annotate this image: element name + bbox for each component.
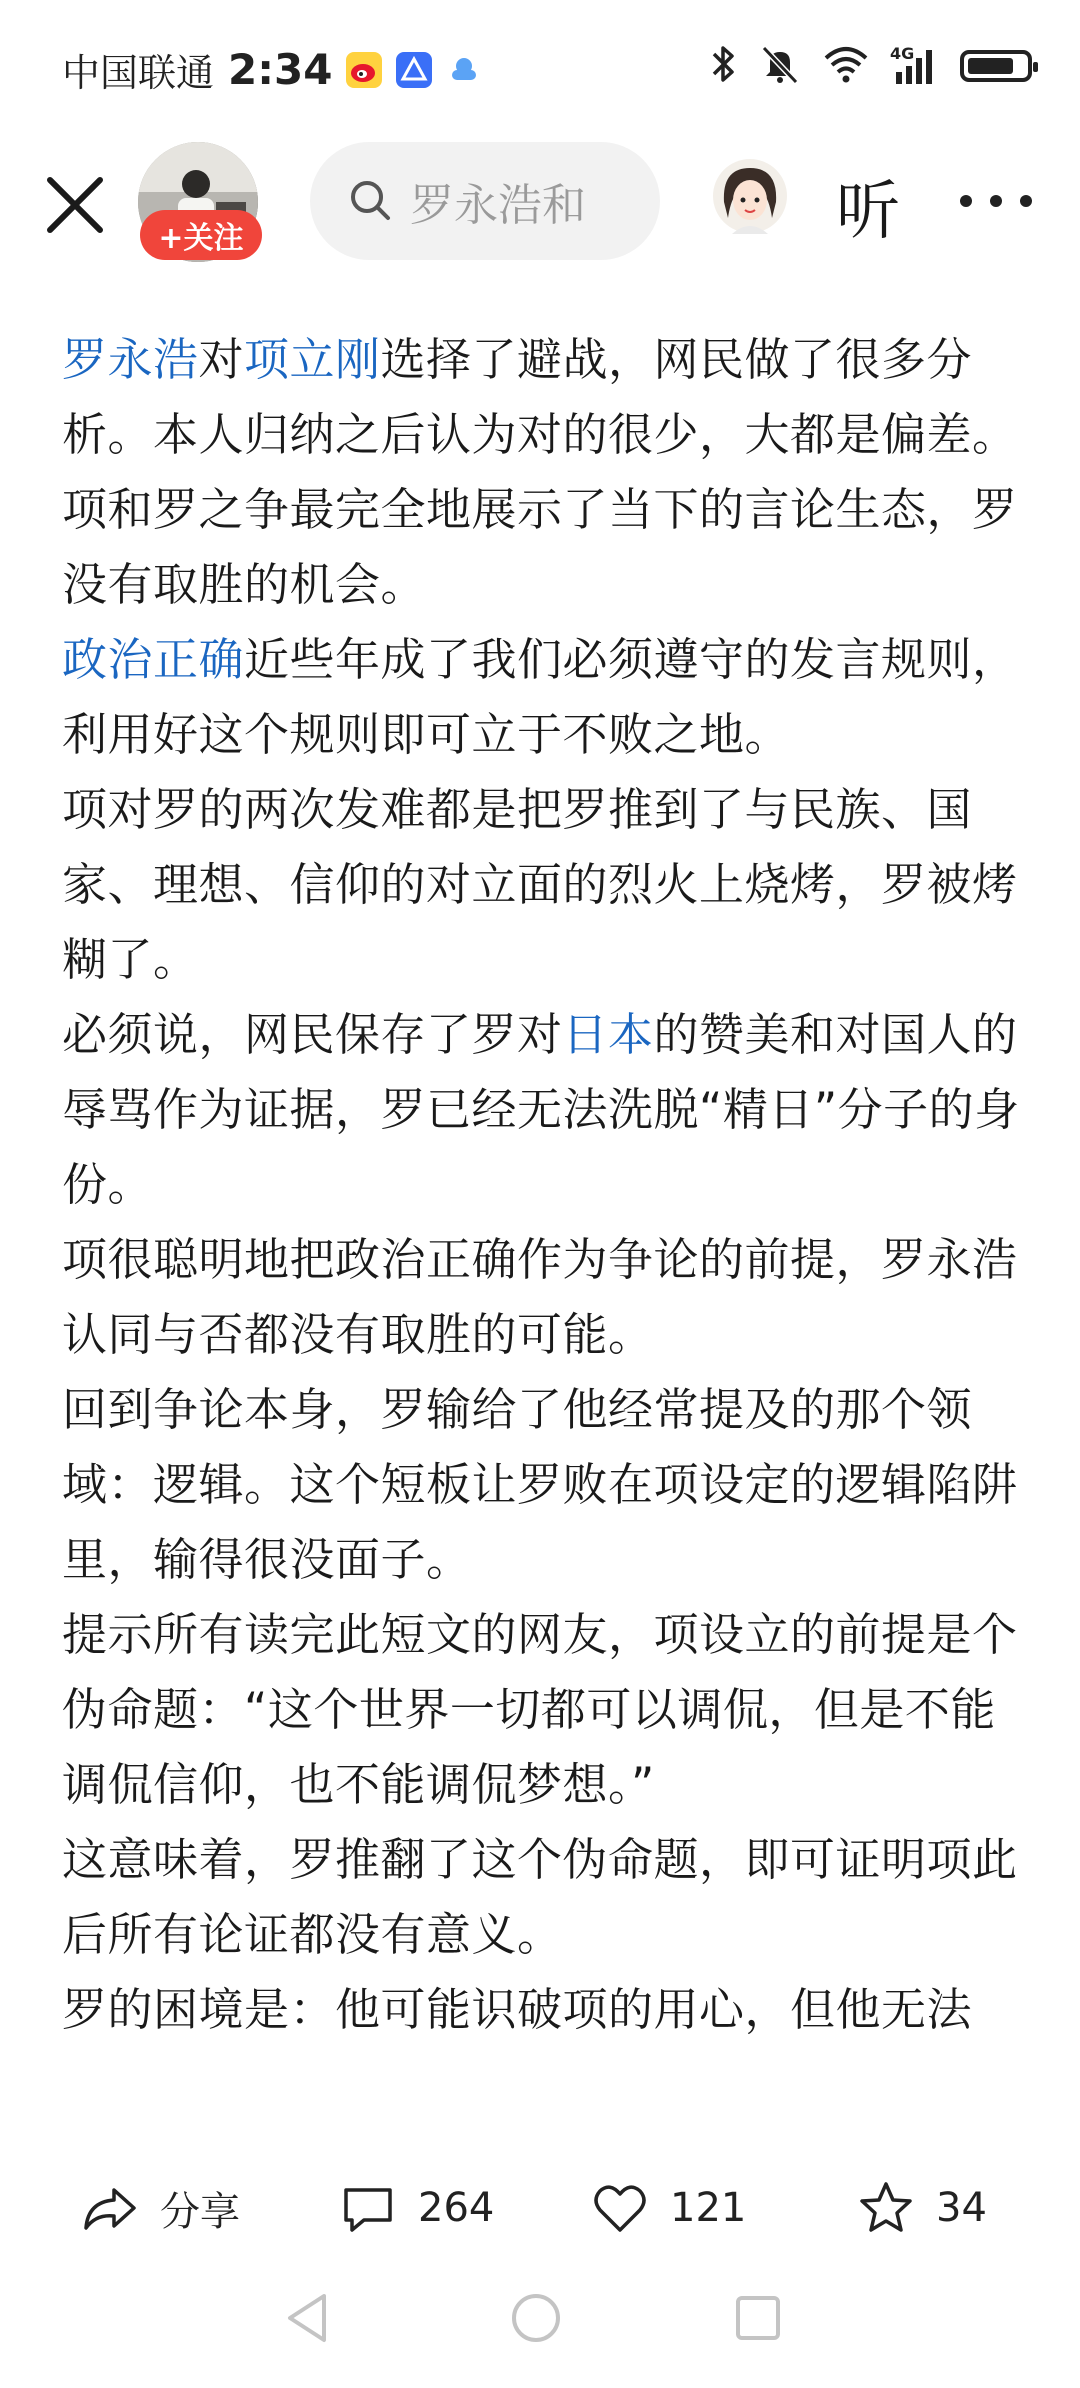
more-dot-icon xyxy=(1020,195,1032,207)
article-text: 对 xyxy=(198,333,245,386)
carrier-label: 中国联通 xyxy=(62,51,215,95)
status-right xyxy=(708,42,1032,90)
article-body xyxy=(62,322,1028,2047)
favorite-button[interactable] xyxy=(856,2178,987,2238)
home-circle-icon xyxy=(508,2290,564,2346)
back-triangle-icon xyxy=(282,2290,332,2346)
article-paragraph xyxy=(62,322,1028,472)
status-left xyxy=(62,42,482,97)
share-icon xyxy=(80,2178,140,2238)
article-paragraph xyxy=(62,472,1028,622)
battery-icon xyxy=(960,50,1032,82)
article-paragraph xyxy=(62,772,1028,997)
article-text: 罗的困境是：他可能识破项的用心，但他无法 xyxy=(62,1983,973,2036)
search-icon xyxy=(346,176,396,226)
article-text: 的赞美和对国人的辱骂作为证据，罗已经无法洗脱“精日”分子的身份。 xyxy=(62,1008,1020,1211)
article-text: 项很聪明地把政治正确作为争论的前提，罗永浩认同与否都没有取胜的可能。 xyxy=(62,1233,1018,1361)
favorite-count: 34 xyxy=(936,2185,987,2231)
app-notification-icon xyxy=(396,52,432,88)
top-nav xyxy=(0,130,1080,270)
system-home-button[interactable] xyxy=(508,2290,564,2350)
more-options-button[interactable] xyxy=(960,186,1070,216)
system-navigation-bar xyxy=(0,2290,1080,2388)
topic-link[interactable]: 项立刚 xyxy=(244,333,381,386)
topic-link[interactable]: 日本 xyxy=(562,1008,654,1061)
weibo-app-icon xyxy=(346,52,382,88)
mute-bell-icon xyxy=(758,42,802,90)
article-text: 项对罗的两次发难都是把罗推到了与民族、国家、理想、信仰的对立面的烈火上烧烤，罗被烤糊了。 xyxy=(62,783,1018,986)
search-placeholder: 罗永浩和 xyxy=(410,180,586,231)
article-text: 项和罗之争最完全地展示了当下的言论生态，罗没有取胜的机会。 xyxy=(62,483,1018,611)
share-button[interactable] xyxy=(80,2178,240,2238)
bluetooth-icon xyxy=(708,42,738,90)
article-text: 这意味着，罗推翻了这个伪命题，即可证明项此后所有论证都没有意义。 xyxy=(62,1833,1018,1961)
system-back-button[interactable] xyxy=(282,2290,332,2350)
more-dot-icon xyxy=(990,195,1002,207)
heart-icon xyxy=(590,2178,650,2238)
more-dot-icon xyxy=(960,195,972,207)
follow-button[interactable]: +关注 xyxy=(140,210,262,260)
action-bar xyxy=(0,2150,1080,2260)
network-type-label: 4G xyxy=(890,44,915,63)
share-label: 分享 xyxy=(160,2188,240,2235)
article-text: 近些年成了我们必须遵守的发言规则，利用好这个规则即可立于不败之地。 xyxy=(62,633,1018,761)
wifi-icon xyxy=(822,44,870,88)
article-paragraph xyxy=(62,1597,1028,1822)
topic-link[interactable]: 政治正确 xyxy=(62,633,245,686)
comment-button[interactable] xyxy=(338,2178,494,2238)
article-text: 必须说，网民保存了罗对 xyxy=(62,1008,563,1061)
status-bar xyxy=(0,0,1080,130)
article-paragraph xyxy=(62,1372,1028,1597)
system-recents-button[interactable] xyxy=(730,2290,786,2350)
comment-icon xyxy=(338,2178,398,2238)
article-paragraph xyxy=(62,622,1028,772)
search-box[interactable] xyxy=(310,142,660,260)
recents-square-icon xyxy=(730,2290,786,2346)
cellular-signal-icon xyxy=(890,44,940,88)
article-text: 回到争论本身，罗输给了他经常提及的那个领域：逻辑。这个短板让罗败在项设定的逻辑陷阱里，输得很没面子。 xyxy=(62,1383,1018,1586)
article-paragraph xyxy=(62,1222,1028,1372)
star-icon xyxy=(856,2178,916,2238)
close-icon xyxy=(40,170,110,240)
clock: 2:34 xyxy=(228,45,333,94)
topic-link[interactable]: 罗永浩 xyxy=(62,333,199,386)
listen-button[interactable]: 听 xyxy=(836,175,900,249)
article-paragraph xyxy=(62,997,1028,1222)
article-paragraph xyxy=(62,1972,1028,2047)
like-count: 121 xyxy=(670,2185,747,2231)
cloud-app-icon xyxy=(446,52,482,88)
comment-count: 264 xyxy=(418,2185,495,2231)
voice-assistant-avatar[interactable] xyxy=(712,158,788,234)
close-button[interactable] xyxy=(40,170,110,240)
article-text: 选择了避战，网民做了很多分析。本人归纳之后认为对的很少，大都是偏差。 xyxy=(62,333,1018,461)
article-paragraph xyxy=(62,1822,1028,1972)
article-text: 提示所有读完此短文的网友，项设立的前提是个伪命题：“这个世界一切都可以调侃，但是不能调侃信仰，也不能调侃梦想。” xyxy=(62,1608,1018,1811)
like-button[interactable] xyxy=(590,2178,746,2238)
